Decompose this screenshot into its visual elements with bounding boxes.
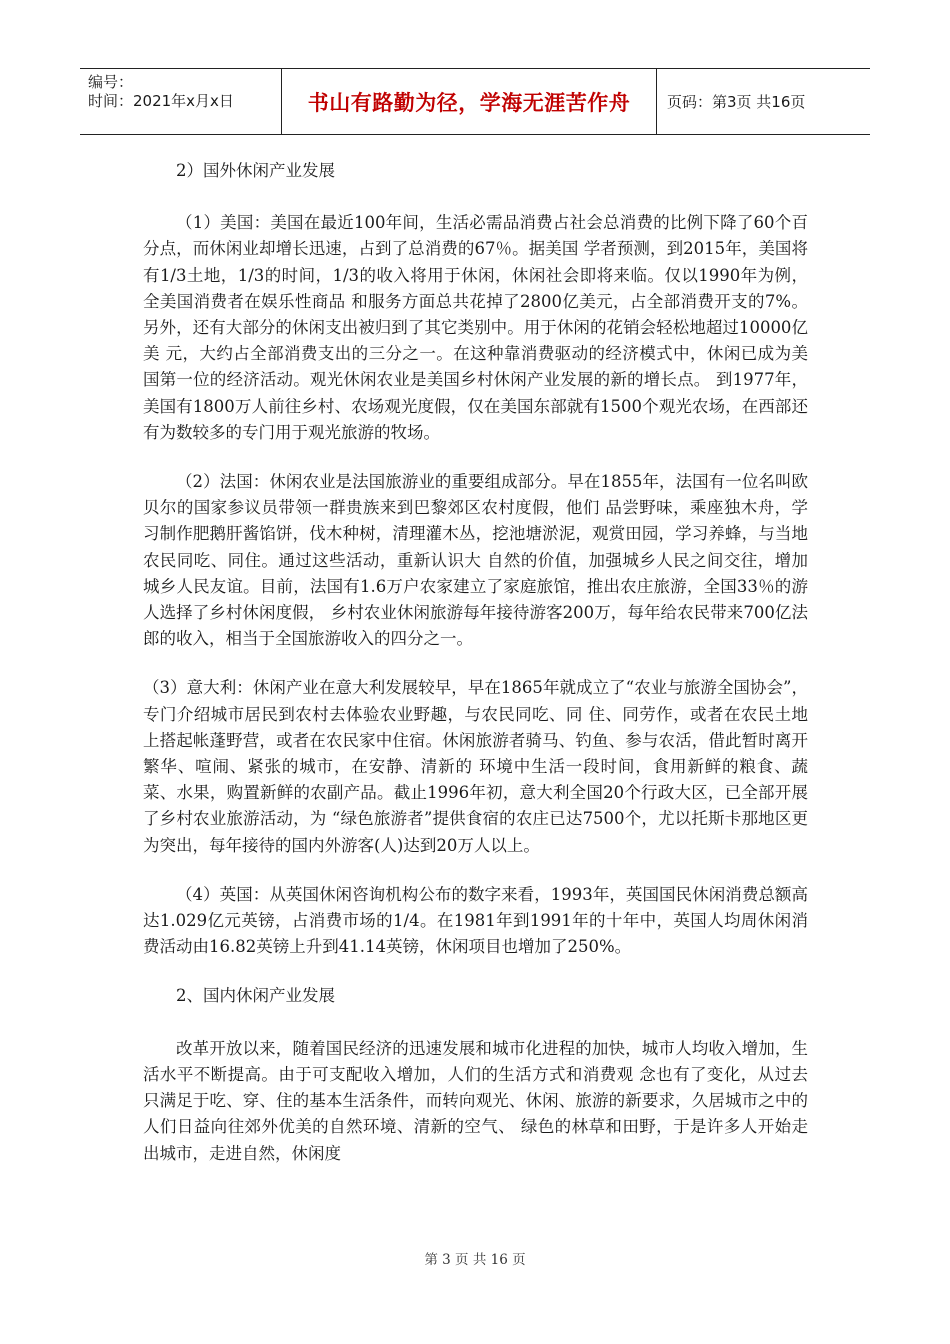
paragraph-usa: （1）美国：美国在最近100年间，生活必需品消费占社会总消费的比例下降了60个百分点，而休闲业却增长迅速，占到了总消费的67％。据美国 学者预测，到2015年，美国将有1/3土地，1/3的时间，1/3的收入将用于休闲，休闲社会即将来临。仅以1990年为例，全美国消费者在娱乐性商品 和服务方面总共花掉了2800亿美元，占全部消费开支的7%。另外，还有大部分的休闲支出被归到了其它类别中。用于休闲的花销会轻松地超过10000亿美 元，大约占全部消费支出的三分之一。在这种靠消费驱动的经济模式中，休闲已成为美国第一位的经济活动。观光休闲农业是美国乡村休闲产业发展的新的增长点。 到1977年，美国有1800万人前往乡村、农场观光度假，仅在美国东部就有1500个观光农场，在西部还有为数较多的专门用于观光旅游的牧场。 xyxy=(143,213,808,442)
page-footer: 第 3 页 共 16 页 xyxy=(424,1252,526,1268)
paragraph-france: （2）法国：休闲农业是法国旅游业的重要组成部分。早在1855年，法国有一位名叫欧贝尔的国家参议员带领一群贵族来到巴黎郊区农村度假，他们 品尝野味，乘座独木舟，学习制作肥鹅肝酱馅饼，伐木种树，清理灌木丛，挖池塘淤泥，观赏田园，学习养蜂，与当地农民同吃、同住。通过这些活动，重新认识大 自然的价值，加强城乡人民之间交往，增加城乡人民友谊。目前，法国有1.6万户农家建立了家庭旅馆，推出农庄旅游，全国33％的游人选择了乡村休闲度假， 乡村农业休闲旅游每年接待游客200万，每年给农民带来700亿法郎的收入，相当于全国旅游收入的四分之一。 xyxy=(143,472,808,649)
header-motto: 书山有路勤为径，学海无涯苦作舟 xyxy=(282,69,657,134)
section-heading-foreign: 2）国外休闲产业发展 xyxy=(176,161,335,180)
number-label: 编号： xyxy=(88,73,134,91)
paragraph-domestic: 改革开放以来，随着国民经济的迅速发展和城市化进程的加快，城市人均收入增加，生活水平不断提高。由于可支配收入增加，人们的生活方式和消费观 念也有了变化，从过去只满足于吃、穿、住的基本生活条件，而转向观光、休闲、旅游的新要求，久居城市之中的人们日益向往郊外优美的自然环境、清新的空气、 绿色的林草和田野，于是许多人开始走出城市，走进自然，休闲度 xyxy=(143,1038,808,1163)
page-header xyxy=(80,68,870,135)
section-heading-domestic: 2、国内休闲产业发展 xyxy=(176,986,335,1006)
date-label: 时间：2021年x月x日 xyxy=(88,92,234,110)
paragraph-uk: （4）英国：从英国休闲咨询机构公布的数字来看，1993年，英国国民休闲消费总额高达1.029亿元英镑，占消费市场的1/4。在1981年到1991年的十年中，英国人均周休闲消费活动由16.82英镑上升到41.14英镑，休闲项目也增加了250%。 xyxy=(143,884,808,957)
document-body xyxy=(143,158,808,1190)
header-meta xyxy=(80,69,282,134)
header-page-number: 页码：第3页 共16页 xyxy=(667,93,806,111)
paragraph-italy: （3）意大利：休闲产业在意大利发展较早，早在1865年就成立了“农业与旅游全国协会”，专门介绍城市居民到农村去体验农业野趣，与农民同吃、同 住、同劳作，或者在农民土地上搭起帐蓬野营，或者在农民家中住宿。休闲旅游者骑马、钓鱼、参与农活，借此暂时离开繁华、喧闹、紧张的城市，在安静、清新的 环境中生活一段时间，食用新鲜的粮食、蔬菜、水果，购置新鲜的农副产品。截止1996年初，意大利全国20个行政大区，已全部开展了乡村农业旅游活动，为 “绿色旅游者”提供食宿的农庄已达7500个，尤以托斯卡那地区更为突出，每年接待的国内外游客(人)达到20万人以上。 xyxy=(143,678,808,855)
